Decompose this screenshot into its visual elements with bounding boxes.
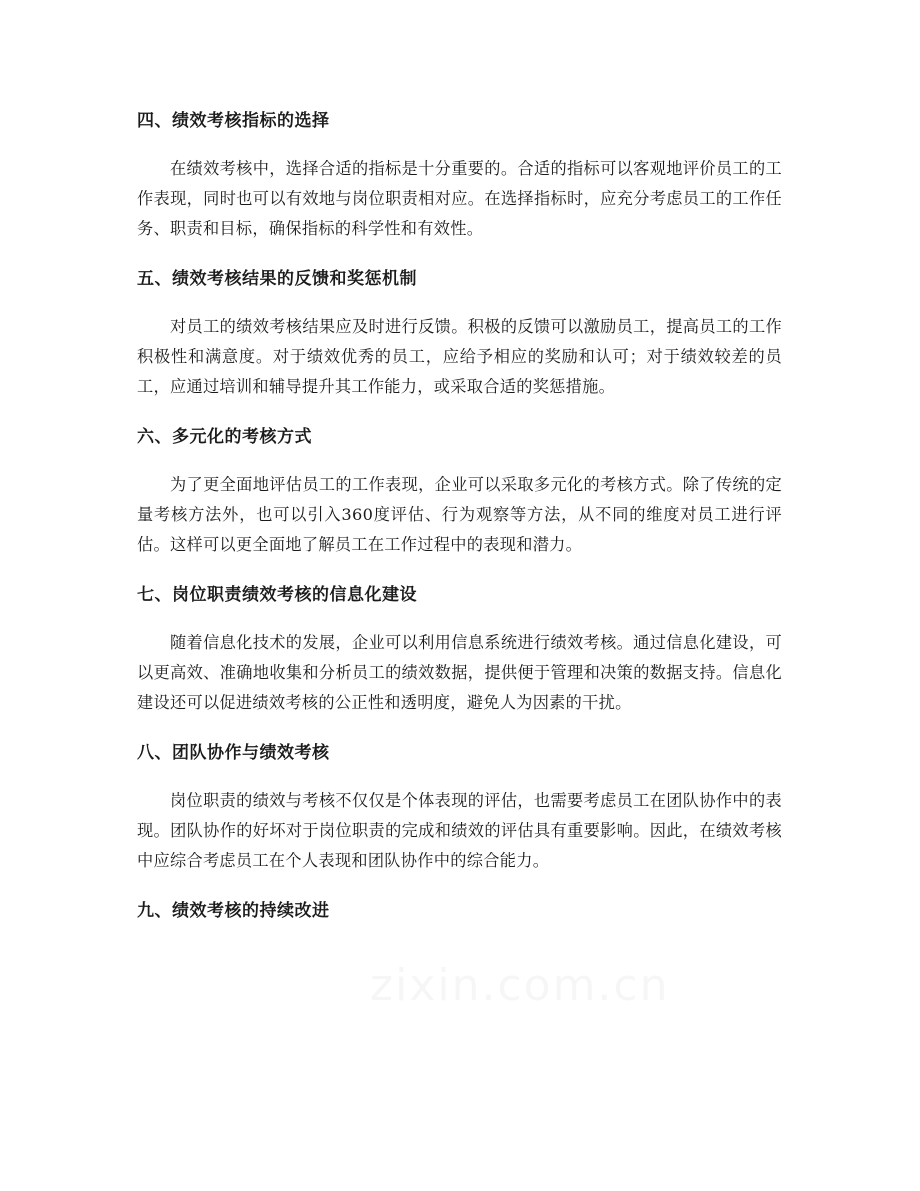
section-paragraph: 岗位职责的绩效与考核不仅仅是个体表现的评估，也需要考虑员工在团队协作中的表现。团队协作的好坏对于岗位职责的完成和绩效的评估具有重要影响。因此，在绩效考核中应综合考虑员工在个人表现和团队协作中的综合能力。 bbox=[137, 791, 782, 870]
section-heading: 六、多元化的考核方式 bbox=[137, 427, 312, 447]
section-paragraph: 在绩效考核中，选择合适的指标是十分重要的。合适的指标可以客观地评价员工的工作表现，同时也可以有效地与岗位职责相对应。在选择指标时，应充分考虑员工的工作任务、职责和目标，确保指标的科学性和有效性。 bbox=[137, 159, 782, 238]
section-heading: 七、岗位职责绩效考核的信息化建设 bbox=[137, 585, 417, 605]
watermark bbox=[370, 960, 670, 1011]
section-heading: 四、绩效考核指标的选择 bbox=[137, 111, 330, 131]
section-4 bbox=[137, 104, 782, 244]
section-9 bbox=[137, 894, 782, 928]
section-5 bbox=[137, 262, 782, 402]
section-7 bbox=[137, 578, 782, 718]
section-paragraph: 随着信息化技术的发展，企业可以利用信息系统进行绩效考核。通过信息化建设，可以更高效、准确地收集和分析员工的绩效数据，提供便于管理和决策的数据支持。信息化建设还可以促进绩效考核的公正性和透明度，避免人为因素的干扰。 bbox=[137, 633, 782, 712]
section-heading: 五、绩效考核结果的反馈和奖惩机制 bbox=[137, 269, 417, 289]
section-heading: 九、绩效考核的持续改进 bbox=[137, 901, 330, 921]
document-page bbox=[137, 104, 782, 928]
section-heading: 八、团队协作与绩效考核 bbox=[137, 743, 330, 763]
section-6 bbox=[137, 420, 782, 560]
section-8 bbox=[137, 736, 782, 876]
section-paragraph: 为了更全面地评估员工的工作表现，企业可以采取多元化的考核方式。除了传统的定量考核方法外，也可以引入360度评估、行为观察等方法，从不同的维度对员工进行评估。这样可以更全面地了解员工在工作过程中的表现和潜力。 bbox=[137, 475, 782, 554]
section-paragraph: 对员工的绩效考核结果应及时进行反馈。积极的反馈可以激励员工，提高员工的工作积极性和满意度。对于绩效优秀的员工，应给予相应的奖励和认可；对于绩效较差的员工，应通过培训和辅导提升其工作能力，或采取合适的奖惩措施。 bbox=[137, 317, 782, 396]
